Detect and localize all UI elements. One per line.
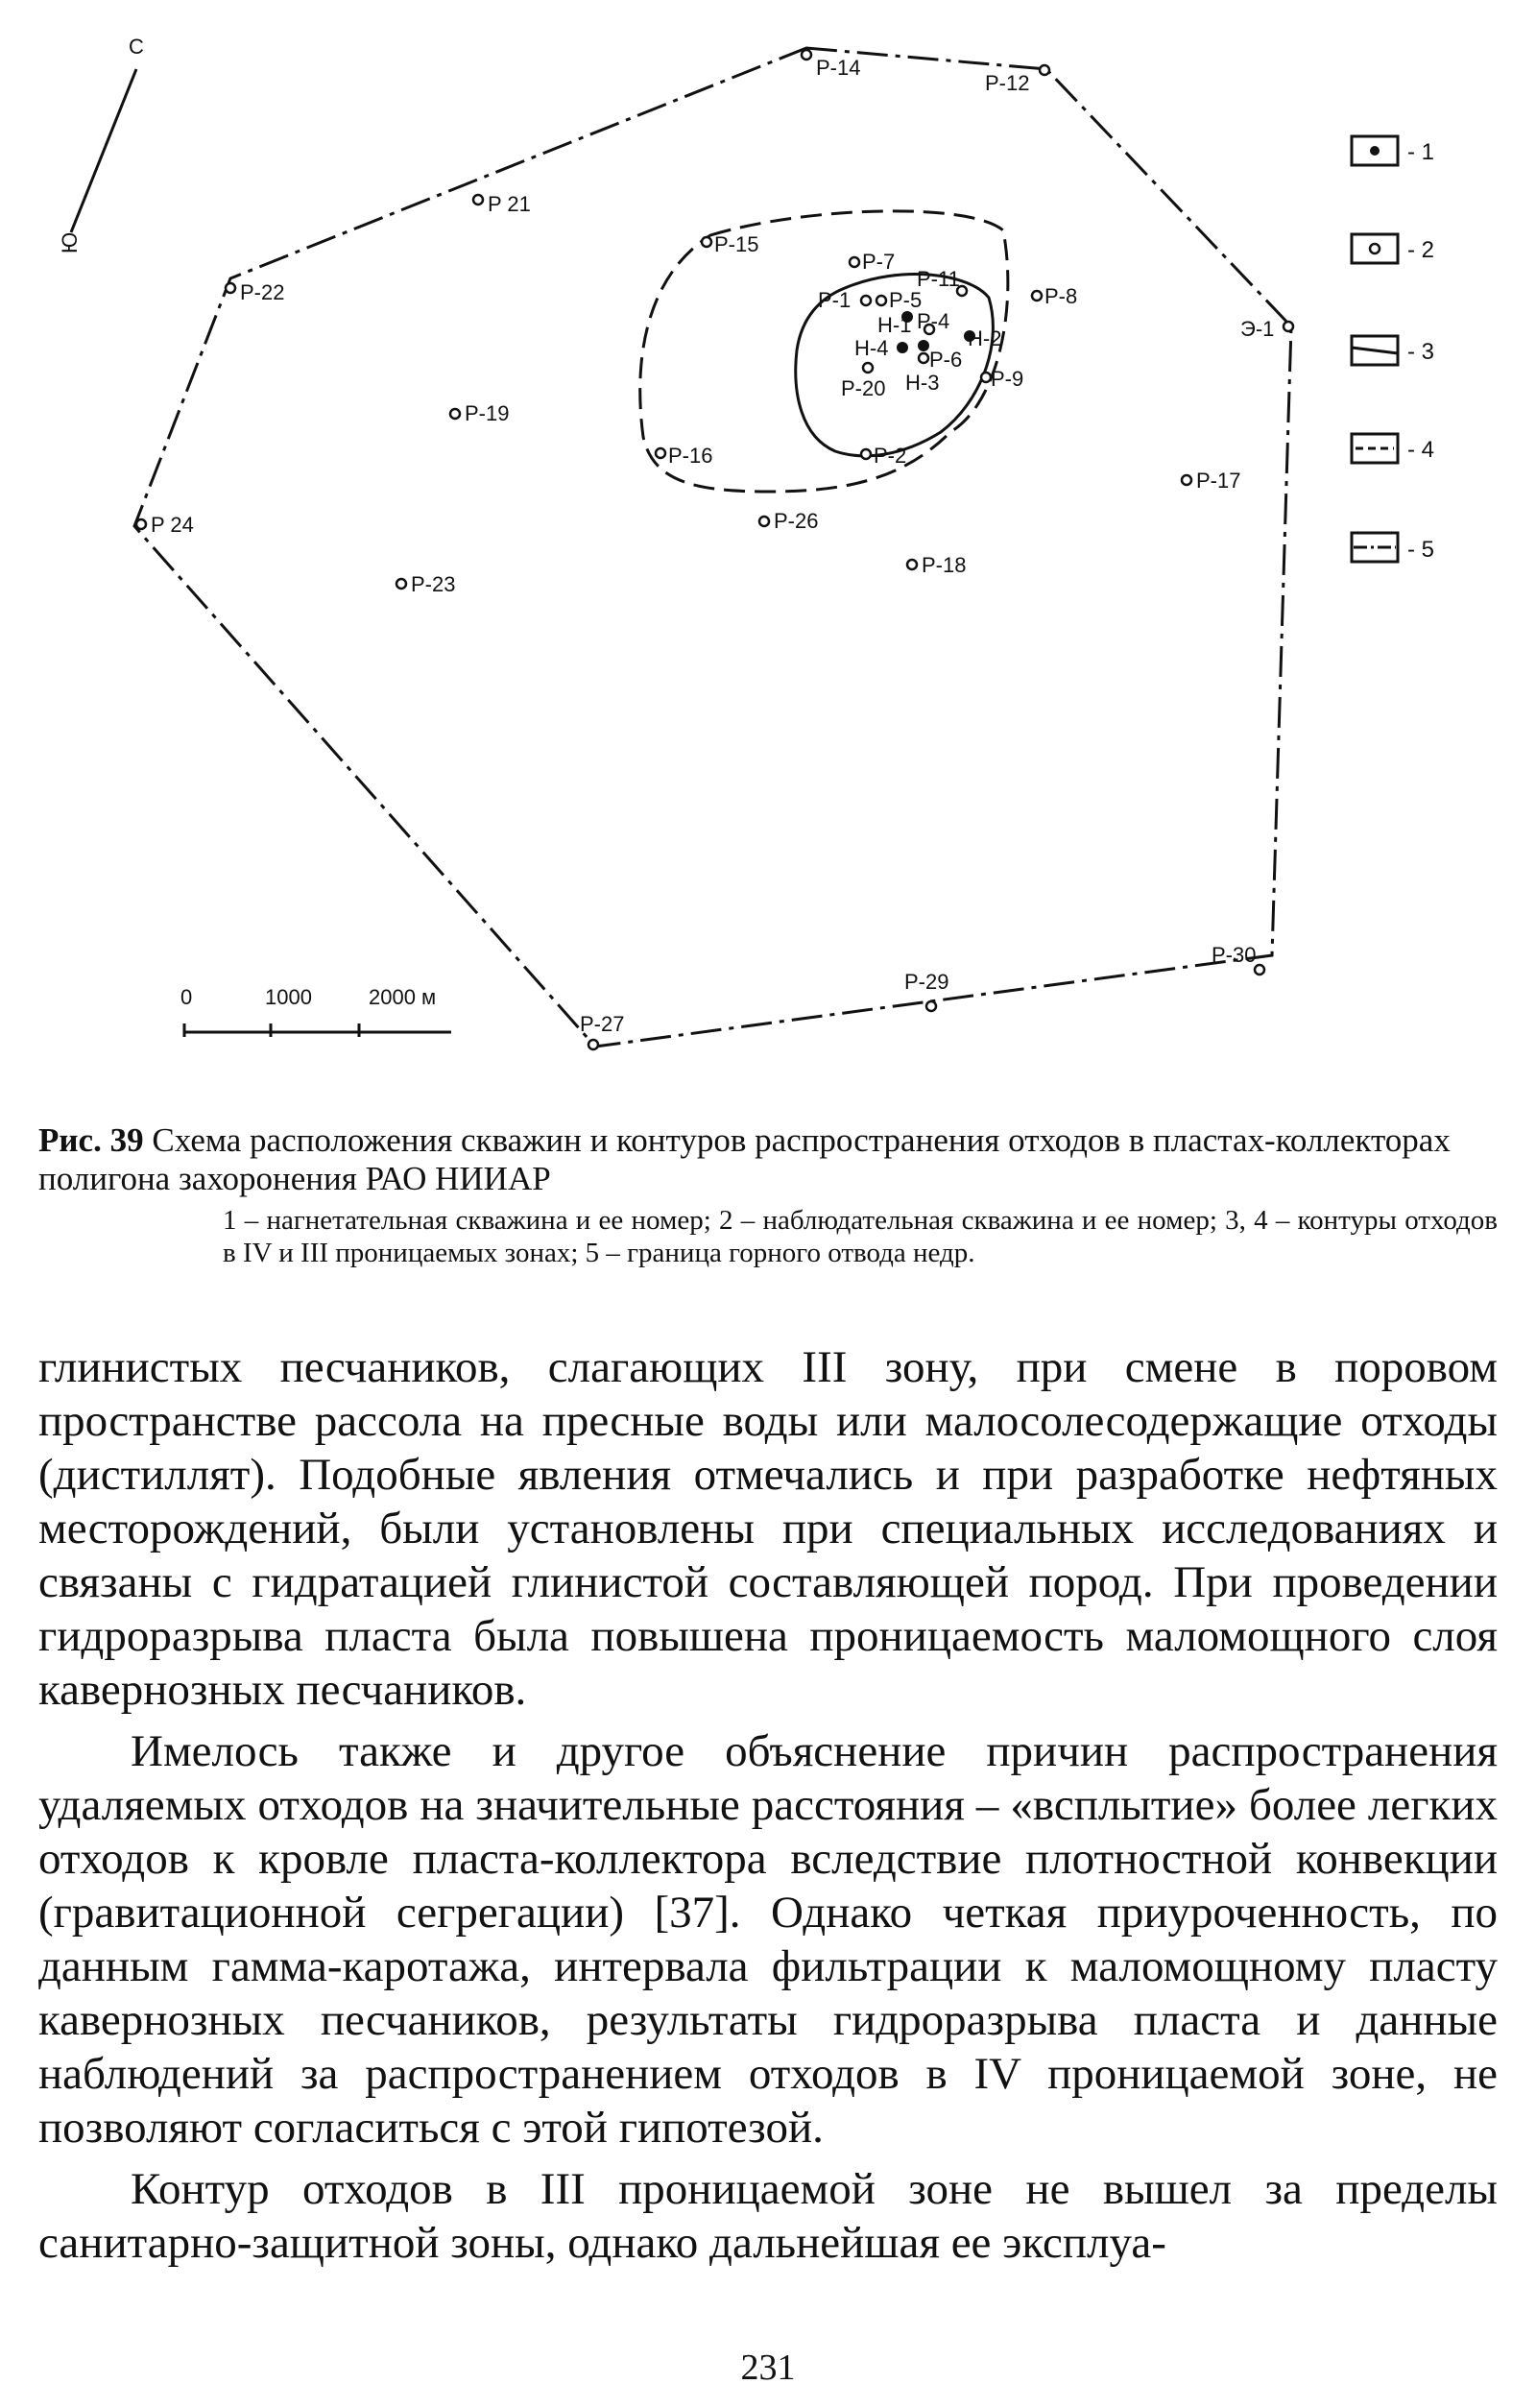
north-label: С: [129, 35, 144, 59]
well-h3-marker: [918, 340, 929, 351]
well-p1-marker: [861, 296, 871, 305]
scale-bar: [180, 985, 451, 1037]
legend-item-4: [1352, 434, 1434, 463]
well-p8-marker: [1032, 291, 1042, 301]
scale-tick-1000: 1000: [265, 985, 312, 1009]
well-h4-marker: [897, 342, 908, 353]
legend-item-5: [1352, 533, 1434, 563]
well-p9-marker: [981, 373, 991, 382]
paragraph: глинистых песчаников, слагающих III зону, при смене в поровом пространстве рассола на пресные воды или малосолесодержащие отходы (дистиллят). Подобные явления отмечались и при разработке нефтяных месторождений, были установлены при специальных исследованиях и связаны с гидратацией глинистой составляющей пород. При проведении гидроразрыва пласта была повышена проницаемость маломощного слоя кавернозных песчаников.: [38, 1342, 1498, 1715]
body-text: [38, 1340, 1498, 2270]
well-p16-label: P-16: [668, 444, 713, 468]
well-p30-label: P-30: [1212, 943, 1257, 967]
well-p15-label: P-15: [714, 232, 759, 256]
well-p11-label: P-11: [917, 267, 960, 291]
well-p29-marker: [926, 1001, 936, 1011]
well-p22-marker: [226, 283, 235, 293]
well-p24-marker: [136, 519, 146, 529]
well-p26-marker: [759, 517, 769, 526]
well-h1-label: H-1: [877, 313, 912, 337]
well-p16-marker: [656, 448, 665, 458]
paragraph: Имелось также и другое объяснение причин распространения удаляемых отходов на значительные расстояния – «всплытие» более легких отходов к кровле пласта-коллектора вследствие плотностной конвекции (гравитационной сегрегации) [37]. Однако четкая приуроченность, по данным гамма-каротажа, интервала фильтрации к маломощному пласту кавернозных песчаников, результаты гидроразрыва пласта и данные наблюдений за распространением отходов в IV проницаемой зоне, не позволяют согласиться с этой гипотезой.: [38, 1726, 1498, 2153]
well-p14-label: P-14: [816, 56, 861, 80]
well-p19-marker: [450, 409, 460, 419]
well-p7-marker: [850, 257, 859, 267]
mining-allotment-boundary: [134, 48, 1291, 1047]
well-p12-label: P-12: [985, 71, 1030, 95]
figure-caption: [38, 1121, 1498, 1269]
map-legend: [1352, 136, 1434, 563]
legend-label-2: - 2: [1407, 237, 1435, 263]
observation-wells: [136, 50, 1293, 1049]
scale-tick-0: 0: [180, 985, 193, 1009]
caption-title-text: Схема расположения скважин и контуров распространения отходов в пластах-коллекторах полигона захоронения РАО НИИАР: [38, 1121, 1451, 1197]
well-p18-marker: [907, 560, 917, 569]
paragraph: Контур отходов в III проницаемой зоне не вышел за пределы санитарно-защитной зоны, однако дальнейшая ее эксплуа-: [38, 2164, 1498, 2268]
well-p26-label: P-26: [774, 509, 819, 533]
well-labels: [151, 56, 1274, 1036]
well-p2-marker: [861, 449, 871, 459]
south-label: Ю: [58, 231, 82, 253]
well-p27-marker: [588, 1040, 598, 1049]
well-p20-marker: [863, 363, 873, 373]
well-p9-label: P-9: [991, 367, 1024, 391]
legend-item-2: [1352, 234, 1434, 263]
legend-label-1: - 1: [1407, 139, 1435, 165]
well-h4-label: H-4: [854, 336, 889, 360]
well-p2-label: P-2: [874, 444, 907, 468]
well-p27-label: P-27: [580, 1012, 625, 1036]
well-p21-marker: [473, 195, 483, 205]
well-p19-label: P-19: [465, 401, 510, 425]
well-p23-marker: [396, 579, 406, 589]
page-number: 231: [740, 2348, 796, 2388]
well-p15-marker: [702, 237, 711, 247]
well-h3-label: H-3: [905, 371, 940, 395]
well-p18-label: P-18: [922, 553, 967, 577]
legend-label-4: - 4: [1407, 437, 1435, 463]
well-p8-label: P-8: [1044, 284, 1078, 308]
well-p21-label: P 21: [488, 192, 531, 216]
well-p4-label: P-4: [917, 309, 950, 333]
well-p29-label: P-29: [904, 970, 949, 994]
well-p24-label: P 24: [151, 513, 194, 537]
caption-title: [38, 1121, 1498, 1198]
well-p20-label: P-20: [841, 376, 886, 400]
well-p6-label: P-6: [929, 348, 963, 372]
legend-label-5: - 5: [1407, 537, 1435, 563]
well-e1-label: Э-1: [1240, 317, 1275, 341]
well-p1-label: P-1: [818, 288, 852, 312]
well-p5-label: P-5: [889, 288, 923, 312]
caption-legend: 1 – нагнетательная скважина и ее номер; 2 – наблюдательная скважина и ее номер; 3, 4 – контуры отходов в IV и III проницаемых зонах; 5 – граница горного отвода недр.: [223, 1205, 1498, 1268]
well-p12-marker: [1040, 65, 1049, 75]
well-p17-label: P-17: [1196, 469, 1241, 493]
legend-label-3: - 3: [1407, 339, 1435, 365]
well-e1-marker: [1284, 322, 1293, 331]
well-p22-label: P-22: [240, 280, 285, 304]
legend-item-1: [1352, 136, 1434, 165]
well-p30-marker: [1255, 965, 1264, 975]
legend-item-3: [1352, 336, 1434, 365]
well-p5-marker: [876, 296, 886, 305]
well-p7-label: P-7: [862, 250, 896, 274]
well-p23-label: P-23: [411, 572, 456, 596]
well-p17-marker: [1182, 475, 1191, 485]
well-p6-marker: [919, 353, 928, 363]
north-arrow: [58, 35, 144, 253]
well-h2-label: H-2: [968, 326, 1002, 350]
scale-tick-2000: 2000 м: [369, 985, 437, 1009]
figure-number: Рис. 39: [38, 1121, 144, 1159]
well-p14-marker: [802, 50, 811, 60]
well-location-map: [0, 0, 1536, 1085]
